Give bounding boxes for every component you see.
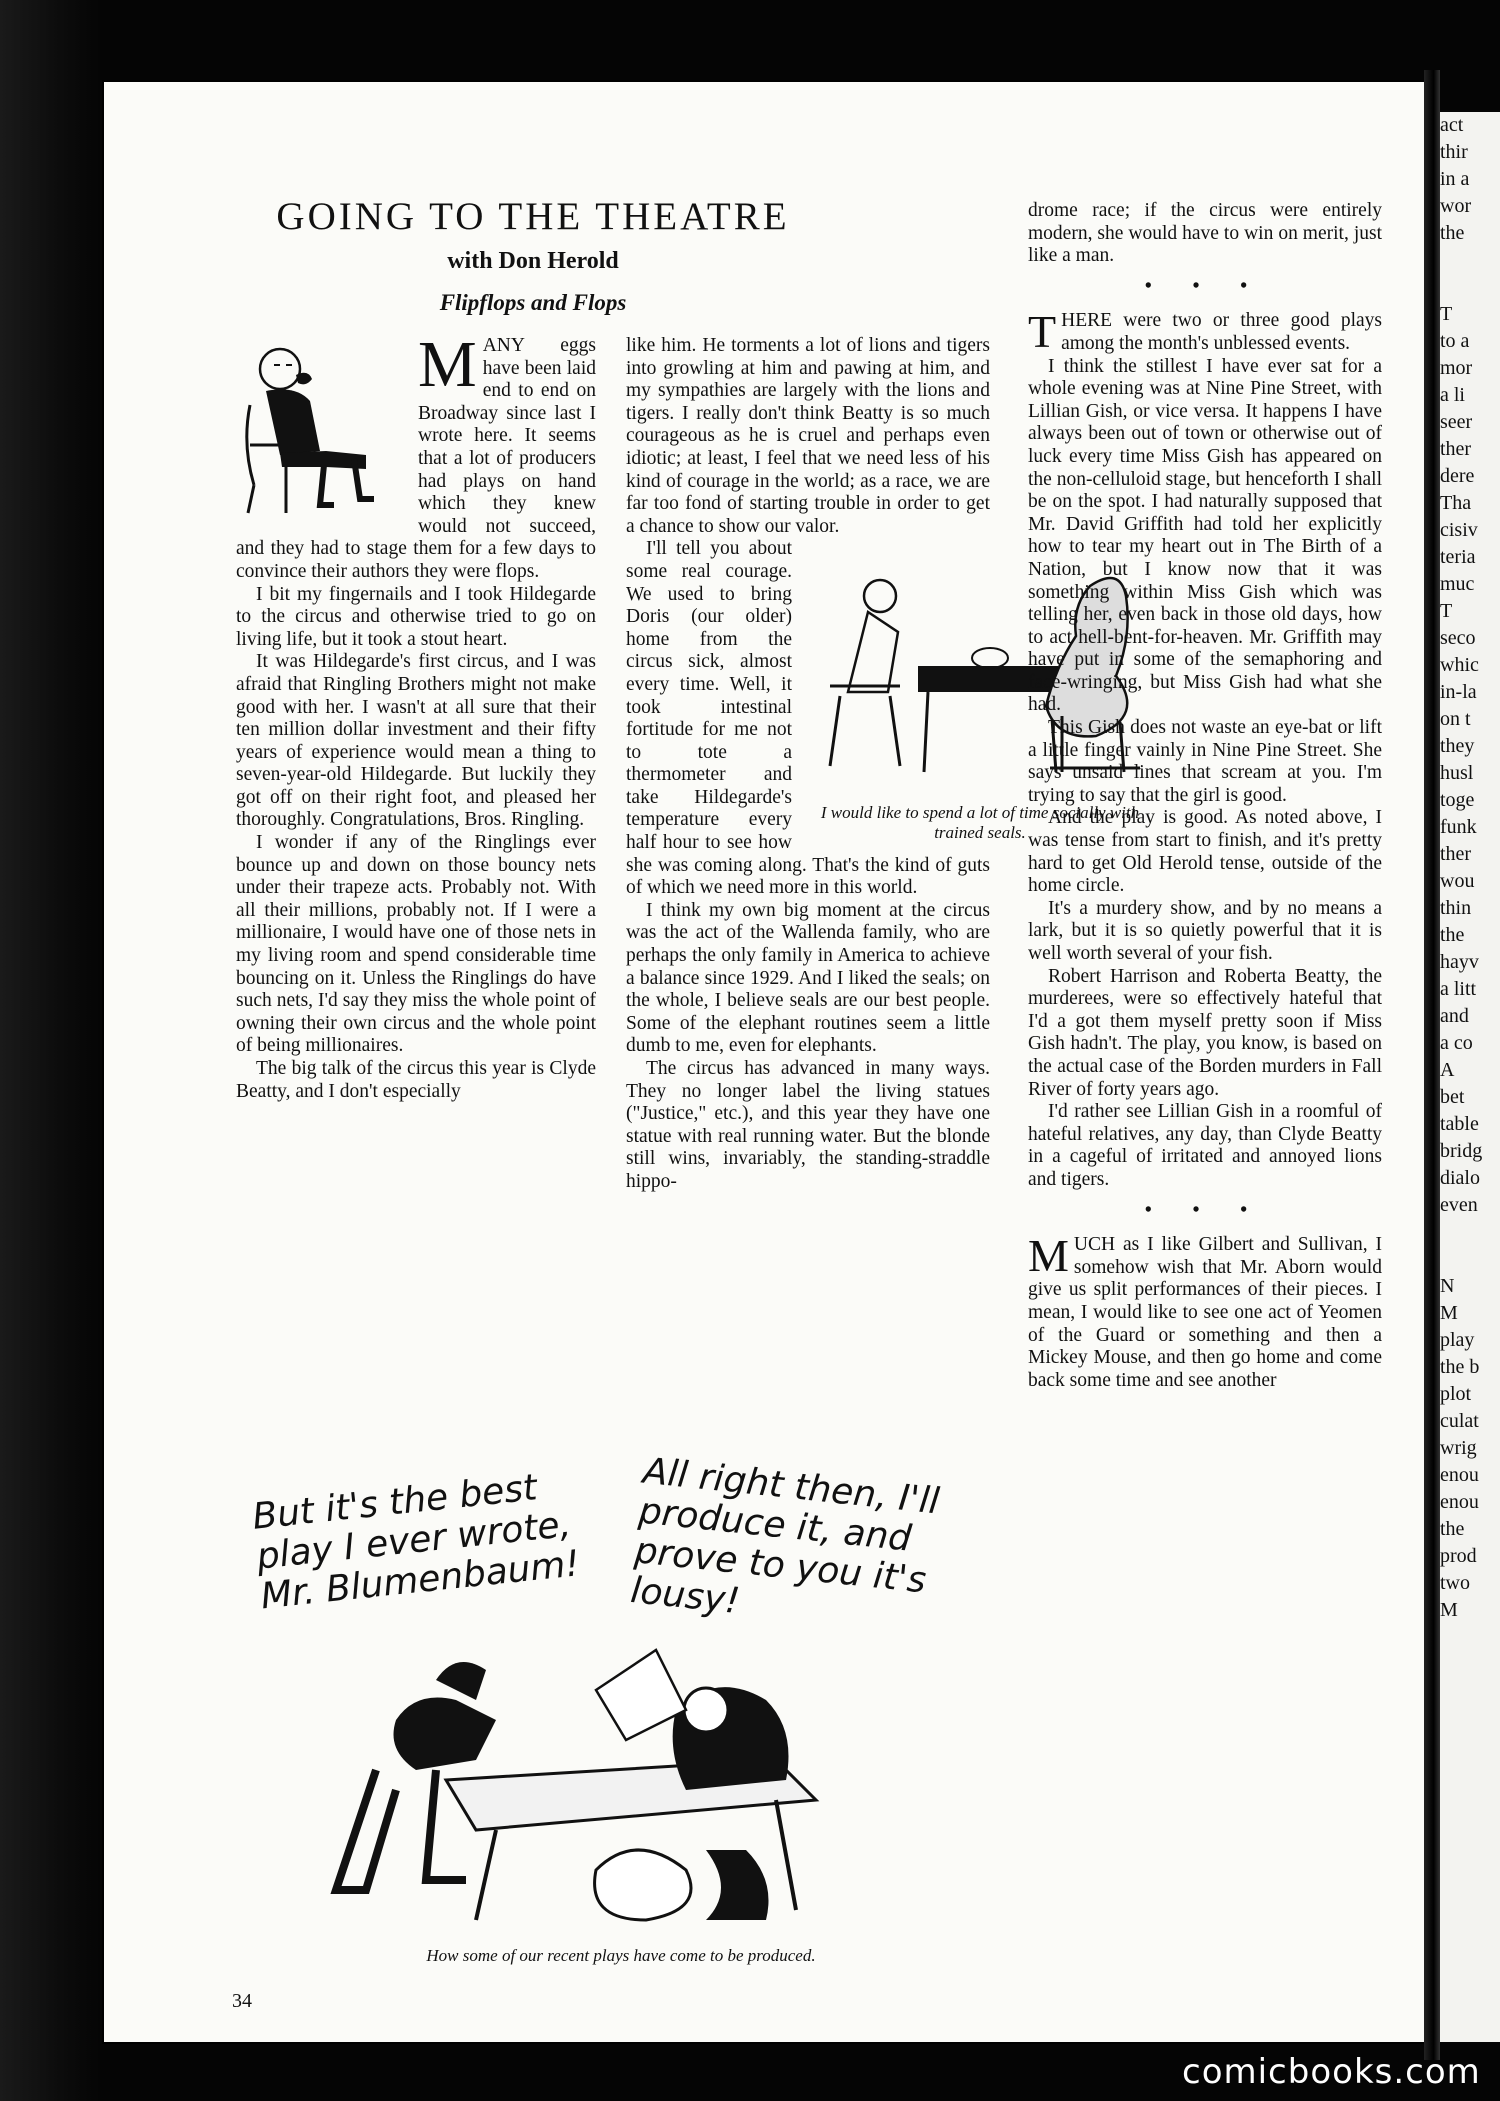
paragraph: I think the stillest I have ever sat for a whole evening was at Nine Pine Street, with Lillian Gish, or vice versa. It happens I have always been out of town or otherwise out of luck every time Miss Gish has appeared on the non-celluloid stage, but henceforth I shall be on the spot. I had naturally supposed that Mr. David Griffith had told her explicitly how to tear my heart out in The Birth of a Nation, but I know now that it was something within Miss Gish which was telling her, even back in those old days, how to act hell-bent-for-heaven. Mr. Griffith may have put in some of the semaphoring and face-wringing, but Miss Gish had what she had. [1028, 355, 1382, 716]
next-page-fragment: muc [1440, 573, 1475, 595]
next-page-fragment: table [1440, 1113, 1479, 1135]
section-divider: • • • [1144, 1199, 1266, 1221]
next-page-fragment: thin [1440, 897, 1472, 919]
next-page-fragment: T [1440, 303, 1453, 325]
next-page-fragment: seco [1440, 627, 1476, 649]
next-page-fragment: ther [1440, 843, 1472, 865]
next-page-fragment [1440, 1219, 1500, 1246]
next-page-fragment [1440, 274, 1500, 301]
paragraph: like him. He torments a lot of lions and tigers into growling at him and pawing at him, and my sympathies are largely with the lions and tigers. I really don't think Beatty is so much courageous as he is cruel and perhaps even idiotic; at least, I feel that we need less of his kind of courage in the world; as a race, we are far too fond of starting trouble in order to get a chance to show our valor. [626, 335, 990, 537]
next-page-fragment: whic [1440, 654, 1479, 676]
cartoon-balloon-author: But it's the best play I ever wrote, Mr. Blumenbaum! [250, 1467, 582, 1618]
paragraph: It's a murdery show, and by no means a lark, but it is so quietly powerful that it is well worth several of your fish. [1028, 897, 1382, 964]
paragraph: I bit my fingernails and I took Hildegarde to the circus and otherwise tried to go on living life, but it took a stout heart. [236, 583, 596, 650]
paragraph: Robert Harrison and Roberta Beatty, the murderees, were so effectively hateful that I'd a got them myself pretty soon if Miss Gish hadn't. The play, you know, is based on the actual case of the Borden murders in Fall River of forty years ago. [1028, 965, 1382, 1100]
next-page-fragment: seer [1440, 411, 1473, 433]
next-page-fragment: wor [1440, 195, 1472, 217]
next-page-fragment: to a [1440, 330, 1470, 352]
next-page-fragment: two [1440, 1572, 1470, 1594]
next-page-fragment: a co [1440, 1032, 1473, 1054]
paragraph: The big talk of the circus this year is Clyde Beatty, and I don't especially [236, 1058, 596, 1102]
next-page-fragment: T [1440, 600, 1453, 622]
next-page-fragment: N [1440, 1275, 1455, 1297]
next-page-fragment: wou [1440, 870, 1475, 892]
article-byline: with Don Herold [447, 248, 619, 274]
paragraph: drome race; if the circus were entirely modern, she would have to win on merit, just like a man. [1028, 200, 1382, 267]
column-3 [1028, 200, 1382, 1392]
column-1 [236, 328, 596, 1103]
next-page-fragment: teria [1440, 546, 1476, 568]
column-2 [626, 335, 1140, 1194]
next-page-fragment: the [1440, 222, 1465, 244]
next-page-fragment: enou [1440, 1464, 1479, 1486]
paragraph: I wonder if any of the Ringlings ever bounce up and down on those bouncy nets under their trapeze acts. Probably not. With all their millions, probably not. If I were a millionaire, I would have one of those nets in my living room and spend considerable time bouncing on it. Unless the Ringlings do have such nets, I'd say they miss the whole point of owning their own circus and the whole point of being millionaires. [236, 832, 596, 1057]
next-page-fragment: in-la [1440, 681, 1477, 703]
next-page-fragment: bridg [1440, 1140, 1483, 1162]
article-subtitle: Flipflops and Flops [439, 290, 627, 315]
next-page-fragment: cisiv [1440, 519, 1478, 541]
dropcap-t: T [1028, 306, 1057, 358]
next-page-fragment: dere [1440, 465, 1475, 487]
paragraph: And the play is good. As noted above, I was tense from start to finish, and it's pretty hard to get Old Herold tense, outside of the home circle. [1028, 807, 1382, 897]
next-page-fragment: culat [1440, 1410, 1479, 1432]
paragraph: This Gish does not waste an eye-bat or lift a little finger vainly in Nine Pine Street. She says unsaid lines that scream at you. I'm trying to say that the girl is good. [1028, 717, 1382, 806]
next-page-fragment: they [1440, 735, 1475, 757]
paragraph: I think my own big moment at the circus was the act of the Wallenda family, who are perhaps the only family in America to achieve a balance since 1929. And I liked the seals; on the whole, I believe seals are our best people. Some of the elephant routines seem a little dumb to me, even for elephants. [626, 899, 990, 1057]
next-page-fragment: act [1440, 114, 1464, 136]
dropcap-m: M [418, 328, 477, 401]
next-page-fragment: plot [1440, 1383, 1472, 1405]
next-page-fragment: and [1440, 1005, 1469, 1027]
paragraph: I'll tell you about some real courage. We used to bring Doris (our older) home from the circus sick, almost every time. Well, it took intestinal fortitude for me not to tote a thermometer and take Hildegarde's temperature every half hour to see how she was coming along. That's the kind of guts of which we need more in this world. [626, 538, 990, 899]
next-page-fragment: a li [1440, 384, 1465, 406]
paragraph: I'd rather see Lillian Gish in a roomful of hateful relatives, any day, than Clyde Beatty in a cageful of irritated and annoyed lions and tigers. [1028, 1101, 1382, 1190]
producer-cartoon [236, 1450, 1006, 1940]
next-page-fragment: even [1440, 1194, 1478, 1216]
next-page-fragment: wrig [1440, 1437, 1477, 1459]
cartoon-balloon-producer: All right then, I'll produce it, and prove to you it's lousy! [628, 1450, 942, 1623]
next-page-fragment: ther [1440, 438, 1472, 460]
paragraph: HERE were two or three good plays among the month's unblessed events. [1061, 310, 1382, 354]
page-number: 34 [232, 1990, 252, 2012]
next-page-fragment: play [1440, 1329, 1475, 1351]
paragraph: The circus has advanced in many ways. They no longer label the living statues ("Justice," etc.), and this year they have one statue with real running water. But the blonde still wins, invariably, the standing-straddle hippo- [626, 1058, 990, 1192]
next-page-fragment [1440, 247, 1500, 274]
next-page-fragment: A [1440, 1059, 1455, 1081]
next-page-fragment: M [1440, 1302, 1458, 1324]
seated-man-illustration [236, 335, 406, 517]
next-page-fragment: M [1440, 1599, 1458, 1621]
next-page-fragment: a litt [1440, 978, 1477, 1000]
next-page-fragment: enou [1440, 1491, 1479, 1513]
next-page-fragment [1440, 1246, 1500, 1273]
section-divider: • • • [1144, 275, 1266, 297]
site-watermark: comicbooks.com [1182, 2052, 1481, 2092]
next-page-fragment: the [1440, 1518, 1465, 1540]
article-title: GOING TO THE THEATRE [276, 195, 790, 238]
next-page-fragment: prod [1440, 1545, 1477, 1567]
paragraph: ANY eggs have been laid end to end on Broadway since last I wrote here. It seems that a lot of producers had plays on hand which they knew would not succeed, and they had to stage them for a few days to convince their authors they were flops. [236, 335, 596, 582]
next-page-fragment: toge [1440, 789, 1475, 811]
next-page-fragment: Tha [1440, 492, 1472, 514]
next-page-fragment: dialo [1440, 1167, 1480, 1189]
paragraph: UCH as I like Gilbert and Sullivan, I somehow wish that Mr. Aborn would give us split performances of their pieces. I mean, I would like to see one act of Yeomen of the Guard or something and then a Mickey Mouse, and then go home and come back some time and see another [1028, 1234, 1382, 1391]
next-page-fragment: mor [1440, 357, 1473, 379]
next-page-edge [1440, 112, 1500, 2042]
page-gutter [1424, 70, 1440, 2060]
next-page-fragment: the b [1440, 1356, 1480, 1378]
seal-caption: I would like to spend a lot of time socially with trained seals. [820, 802, 1140, 842]
next-page-fragment: funk [1440, 816, 1477, 838]
next-page-fragment: bet [1440, 1086, 1465, 1108]
next-page-fragment: husl [1440, 762, 1474, 784]
next-page-fragment: in a [1440, 168, 1470, 190]
next-page-fragment: thir [1440, 141, 1468, 163]
paragraph: It was Hildegarde's first circus, and I was afraid that Ringling Brothers might not make good with her. I wasn't at all sure that their ten million dollar investment and their fifty years of experience would mean a thing to seven-year-old Hildegarde. But luckily they got off on their right foot, and pleased her thoroughly. Congratulations, Bros. Ringling. [236, 651, 596, 831]
next-page-fragment: on t [1440, 708, 1471, 730]
dropcap-m2: M [1028, 1230, 1069, 1282]
next-page-fragment: hayv [1440, 951, 1479, 973]
next-page-fragment: the [1440, 924, 1465, 946]
cartoon-caption: How some of our recent plays have come to be produced. [426, 1946, 816, 1965]
